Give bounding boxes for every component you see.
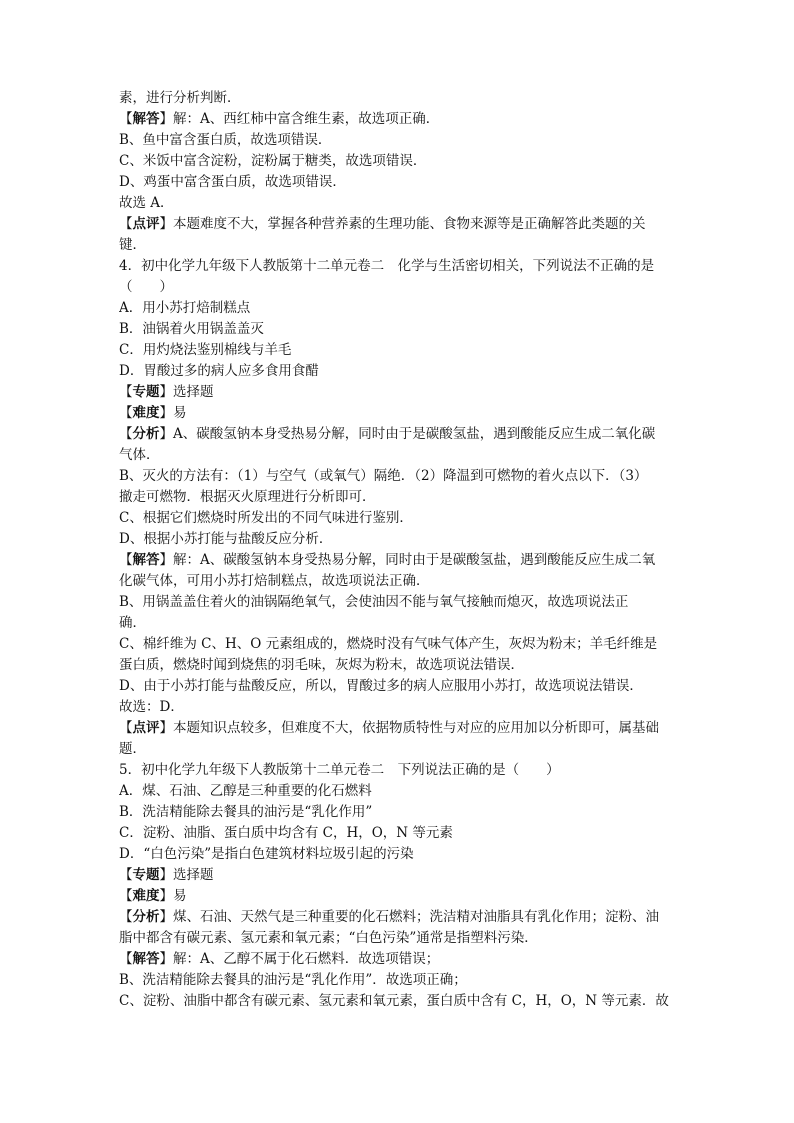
line-text: 解：A、乙醇不属于化石燃料．故选项错误； <box>173 951 440 967</box>
line-text: 撤走可燃物．根据灭火原理进行分析即可． <box>119 489 376 505</box>
section-tag: 【专题】 <box>119 384 173 400</box>
text-line <box>119 655 679 676</box>
document-page <box>119 88 679 1012</box>
line-text: B、洗洁精能除去餐具的油污是“乳化作用”．故选项正确； <box>119 972 467 988</box>
text-line <box>119 298 679 319</box>
section-tag: 【解答】 <box>119 951 173 967</box>
line-text: B．油锅着火用锅盖盖灭 <box>119 321 264 337</box>
text-line <box>119 907 679 928</box>
line-text: A．用小苏打焙制糕点 <box>119 300 251 316</box>
text-line <box>119 865 679 886</box>
text-line <box>119 634 679 655</box>
line-text: 解：A、碳酸氢钠本身受热易分解，同时由于是碳酸氢盐，遇到酸能反应生成二氧 <box>173 552 656 568</box>
section-tag: 【分析】 <box>119 909 173 925</box>
text-line <box>119 550 679 571</box>
line-text: 4．初中化学九年级下人教版第十二单元卷二 化学与生活密切相关，下列说法不正确的是 <box>119 258 655 274</box>
line-text: B、灭火的方法有：（1）与空气（或氧气）隔绝．（2）降温到可燃物的着火点以下．（3） <box>119 468 648 484</box>
text-line <box>119 571 679 592</box>
section-tag: 【解答】 <box>119 552 173 568</box>
line-text: C、米饭中富含淀粉，淀粉属于糖类，故选项错误． <box>119 153 427 169</box>
text-line <box>119 844 679 865</box>
line-text: 化碳气体，可用小苏打焙制糕点，故选项说法正确． <box>119 573 430 589</box>
line-text: B、鱼中富含蛋白质，故选项错误． <box>119 132 332 148</box>
line-text: C、根据它们燃烧时所发出的不同气味进行鉴别． <box>119 510 413 526</box>
text-line <box>119 466 679 487</box>
line-text: B．洗洁精能除去餐具的油污是“乳化作用” <box>119 804 373 820</box>
text-line <box>119 487 679 508</box>
section-tag: 【难度】 <box>119 405 173 421</box>
line-text: 脂中都含有碳元素、氢元素和氧元素；“白色污染”通常是指塑料污染． <box>119 930 538 946</box>
line-text: 确． <box>119 615 146 631</box>
section-tag: 【难度】 <box>119 888 173 904</box>
section-tag: 【点评】 <box>119 720 173 736</box>
text-line <box>119 697 679 718</box>
text-line <box>119 130 679 151</box>
line-text: 故选：D． <box>119 699 184 715</box>
section-tag: 【专题】 <box>119 867 173 883</box>
line-text: 选择题 <box>173 384 214 400</box>
text-line <box>119 802 679 823</box>
text-line <box>119 151 679 172</box>
line-text: 5．初中化学九年级下人教版第十二单元卷二 下列说法正确的是（ ） <box>119 762 560 778</box>
text-line <box>119 760 679 781</box>
line-text: C．用灼烧法鉴别棉线与羊毛 <box>119 342 292 358</box>
line-text: 煤、石油、天然气是三种重要的化石燃料；洗洁精对油脂具有乳化作用；淀粉、油 <box>173 909 659 925</box>
line-text: 题． <box>119 741 146 757</box>
line-text: A、碳酸氢钠本身受热易分解，同时由于是碳酸氢盐，遇到酸能反应生成二氧化碳 <box>173 426 656 442</box>
line-text: （ ） <box>119 279 173 295</box>
line-text: D、由于小苏打能与盐酸反应，所以，胃酸过多的病人应服用小苏打，故选项说法错误． <box>119 678 643 694</box>
line-text: 本题知识点较多，但难度不大，依据物质特性与对应的应用加以分析即可，属基础 <box>173 720 659 736</box>
text-line <box>119 403 679 424</box>
text-line <box>119 928 679 949</box>
line-text: 易 <box>173 888 187 904</box>
line-text: B、用锅盖盖住着火的油锅隔绝氧气，会使油因不能与氧气接触而熄灭，故选项说法正 <box>119 594 629 610</box>
text-line <box>119 214 679 235</box>
text-line <box>119 949 679 970</box>
line-text: 选择题 <box>173 867 214 883</box>
text-line <box>119 109 679 130</box>
line-text: D、鸡蛋中富含蛋白质，故选项错误． <box>119 174 346 190</box>
text-line <box>119 718 679 739</box>
text-line <box>119 382 679 403</box>
line-text: 键． <box>119 237 146 253</box>
line-text: C、淀粉、油脂中都含有碳元素、氢元素和氧元素，蛋白质中含有 C，H，O，N 等元素．故 <box>119 993 669 1009</box>
section-tag: 【分析】 <box>119 426 173 442</box>
text-line <box>119 739 679 760</box>
text-line <box>119 592 679 613</box>
text-line <box>119 424 679 445</box>
section-tag: 【解答】 <box>119 111 173 127</box>
line-text: 蛋白质，燃烧时闻到烧焦的羽毛味，灰烬为粉末，故选项说法错误． <box>119 657 524 673</box>
text-line <box>119 193 679 214</box>
text-line <box>119 676 679 697</box>
text-line <box>119 781 679 802</box>
text-line <box>119 361 679 382</box>
text-line <box>119 319 679 340</box>
text-line <box>119 991 679 1012</box>
text-line <box>119 172 679 193</box>
line-text: 本题难度不大，掌握各种营养素的生理功能、食物来源等是正确解答此类题的关 <box>173 216 646 232</box>
text-line <box>119 277 679 298</box>
line-text: D．“白色污染”是指白色建筑材料垃圾引起的污染 <box>119 846 414 862</box>
text-line <box>119 508 679 529</box>
text-line <box>119 823 679 844</box>
text-line <box>119 340 679 361</box>
line-text: D、根据小苏打能与盐酸反应分析． <box>119 531 333 547</box>
line-text: 解：A、西红柿中富含维生素，故选项正确． <box>173 111 440 127</box>
line-text: C．淀粉、油脂、蛋白质中均含有 C，H，O，N 等元素 <box>119 825 453 841</box>
line-text: 气体． <box>119 447 160 463</box>
line-text: C、棉纤维为 C、H、O 元素组成的，燃烧时没有气味气体产生，灰烬为粉末；羊毛纤维是 <box>119 636 658 652</box>
text-line <box>119 235 679 256</box>
text-line <box>119 613 679 634</box>
text-line <box>119 445 679 466</box>
line-text: 素，进行分析判断． <box>119 90 241 106</box>
section-tag: 【点评】 <box>119 216 173 232</box>
line-text: 故选 A． <box>119 195 174 211</box>
text-line <box>119 529 679 550</box>
text-line <box>119 256 679 277</box>
text-line <box>119 886 679 907</box>
text-line <box>119 970 679 991</box>
text-line <box>119 88 679 109</box>
line-text: A．煤、石油、乙醇是三种重要的化石燃料 <box>119 783 372 799</box>
line-text: 易 <box>173 405 187 421</box>
line-text: D．胃酸过多的病人应多食用食醋 <box>119 363 319 379</box>
